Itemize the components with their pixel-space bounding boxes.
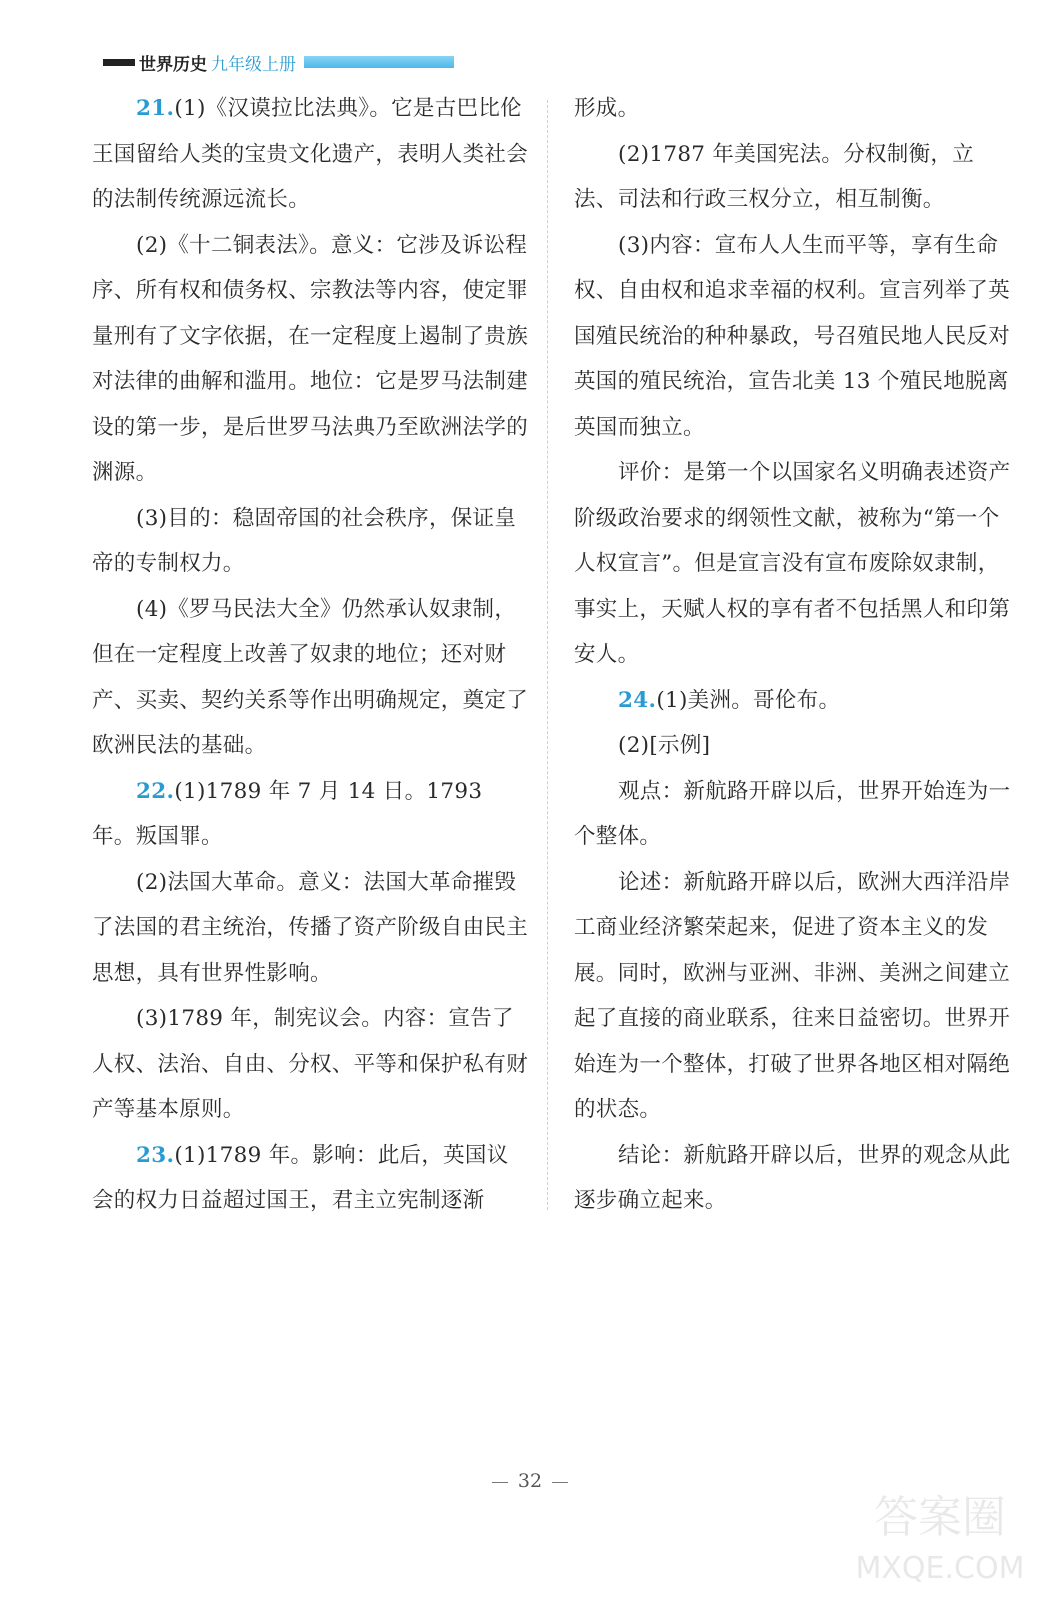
header-grade: 九年级上册 [211, 54, 296, 75]
answer-paragraph [92, 996, 530, 1133]
answer-paragraph [574, 860, 1012, 1133]
answer-text: (2)[示例] [618, 733, 711, 758]
page-number-text: 32 [517, 1470, 543, 1492]
answer-paragraph [92, 587, 530, 769]
question-number: 22. [136, 778, 175, 804]
question-number: 24. [618, 687, 657, 713]
answer-paragraph [92, 1133, 530, 1224]
answer-text: 论述：新航路开辟以后，欧洲大西洋沿岸工商业经济繁荣起来，促进了资本主义的发展。同时，欧洲与亚洲、非洲、美洲之间建立起了直接的商业联系，往来日益密切。世界开始连为一个整体，打破了世界各地区相对隔绝的状态。 [574, 869, 1011, 1122]
answer-paragraph [574, 769, 1012, 860]
answer-text: (1)1789 年 7 月 14 日。1793 年。叛国罪。 [92, 778, 483, 849]
answer-text: 观点：新航路开辟以后，世界开始连为一个整体。 [574, 778, 1011, 849]
answer-text: (2)《十二铜表法》。意义：它涉及诉讼程序、所有权和债务权、宗教法等内容，使定罪量刑有了文字依据，在一定程度上遏制了贵族对法律的曲解和滥用。地位：它是罗马法制建设的第一步，是后世罗马法典乃至欧洲法学的渊源。 [92, 232, 529, 485]
answer-paragraph [574, 1133, 1012, 1224]
answer-text: (3)内容：宣布人人生而平等，享有生命权、自由权和追求幸福的权利。宣言列举了英国殖民统治的种种暴政，号召殖民地人民反对英国的殖民统治，宣告北美 13 个殖民地脱离英国而独立。 [574, 232, 1011, 440]
answer-text: (2)法国大革命。意义：法国大革命摧毁了法国的君主统治，传播了资产阶级自由民主思想，具有世界性影响。 [92, 869, 529, 986]
answer-paragraph [574, 723, 1012, 769]
answer-text: (3)1789 年，制宪议会。内容：宣告了人权、法治、自由、分权、平等和保护私有财产等基本原则。 [92, 1006, 529, 1122]
header-bar-blue [304, 56, 454, 68]
answer-text: (1)《汉谟拉比法典》。它是古巴比伦王国留给人类的宝贵文化遗产，表明人类社会的法制传统源远流长。 [92, 96, 529, 212]
answer-text: 结论：新航路开辟以后，世界的观念从此逐步确立起来。 [574, 1142, 1011, 1213]
answer-paragraph [574, 223, 1012, 451]
header-subject: 世界历史 [139, 54, 207, 75]
answer-paragraph [92, 769, 530, 860]
watermark-logo [840, 1480, 1040, 1590]
answer-paragraph [574, 86, 1012, 132]
answer-text: 形成。 [574, 96, 640, 121]
answer-text: (1)1789 年。影响：此后，英国议会的权力日益超过国王，君主立宪制逐渐 [92, 1142, 509, 1213]
answer-text: (2)1787 年美国宪法。分权制衡，立法、司法和行政三权分立，相互制衡。 [574, 141, 975, 212]
answer-paragraph [574, 132, 1012, 223]
header-bar-dark [103, 59, 135, 66]
question-number: 21. [136, 96, 175, 121]
right-column [574, 86, 1012, 1224]
watermark-url: MXQE.COM [855, 1551, 1025, 1586]
question-number: 23. [136, 1142, 175, 1168]
page-header [103, 50, 454, 74]
answer-text: 评价：是第一个以国家名义明确表述资产阶级政治要求的纲领性文献，被称为“第一个人权宣言”。但是宣言没有宣布废除奴隶制，事实上，天赋人权的享有者不包括黑人和印第安人。 [574, 460, 1011, 667]
answer-text: (1)美洲。哥伦布。 [656, 687, 841, 713]
watermark-logo-text: 答案圈 [874, 1492, 1006, 1543]
answer-paragraph [574, 678, 1012, 724]
answer-paragraph [574, 450, 1012, 678]
column-divider [547, 100, 548, 1210]
answer-paragraph [92, 223, 530, 496]
answer-paragraph [92, 86, 530, 223]
answer-text: (3)目的：稳固帝国的社会秩序，保证皇帝的专制权力。 [92, 505, 517, 576]
answer-text: (4)《罗马民法大全》仍然承认奴隶制，但在一定程度上改善了奴隶的地位；还对财产、买卖、契约关系等作出明确规定，奠定了欧洲民法的基础。 [92, 596, 529, 758]
answer-paragraph [92, 496, 530, 587]
left-column [92, 86, 530, 1224]
answer-paragraph [92, 860, 530, 997]
